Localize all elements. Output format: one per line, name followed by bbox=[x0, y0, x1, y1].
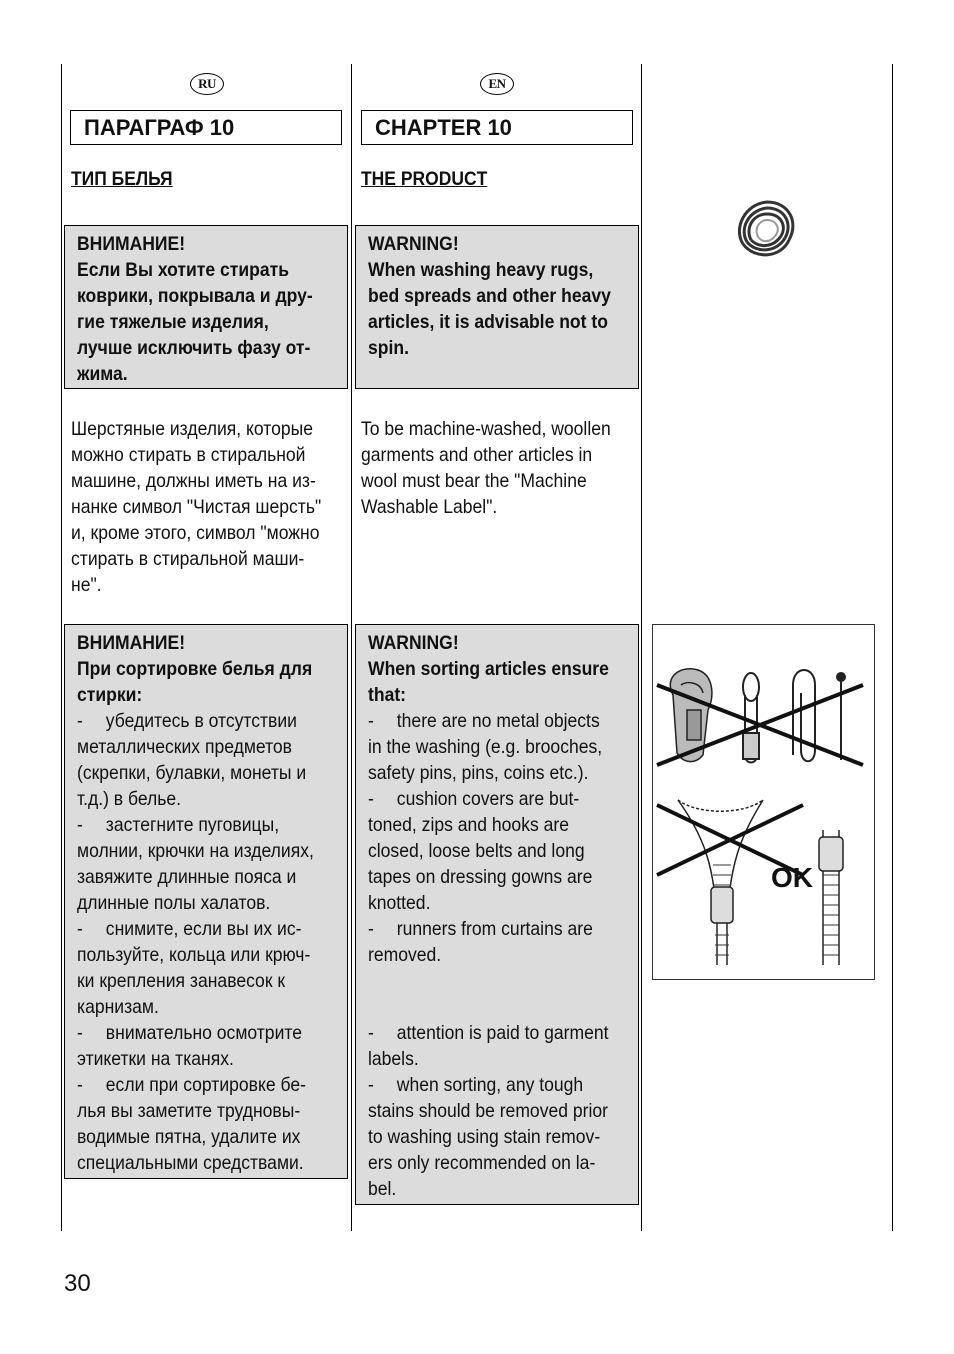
bullet-dash: - bbox=[77, 1022, 83, 1044]
bullet-line: safety pins, pins, coins etc.). bbox=[368, 762, 589, 784]
bullet-dash: - bbox=[368, 918, 374, 940]
bullet-line: when sorting, any tough bbox=[396, 1074, 584, 1096]
wool-paragraph-en bbox=[361, 416, 631, 520]
column-divider bbox=[892, 64, 893, 1231]
wool-paragraph-ru bbox=[71, 416, 341, 598]
warning-line: жима. bbox=[77, 363, 128, 385]
warning-title: WARNING! bbox=[368, 233, 459, 255]
paragraph-line: garments and other articles in bbox=[361, 444, 593, 466]
paragraph-line: Шерстяные изделия, которые bbox=[71, 418, 314, 440]
bullet-line: stains should be removed prior bbox=[368, 1100, 608, 1122]
warning-subtitle: стирки: bbox=[77, 684, 143, 706]
warning-line: Если Вы хотите стирать bbox=[77, 259, 290, 281]
bullet-line: внимательно осмотрите bbox=[105, 1022, 302, 1044]
bullet-line: attention is paid to garment bbox=[396, 1022, 609, 1044]
bullet-line: завяжите длинные пояса и bbox=[77, 866, 297, 888]
bullet-line: водимые пятна, удалите их bbox=[77, 1126, 301, 1148]
warning-box-ru-1 bbox=[64, 225, 348, 389]
wool-mark-icon bbox=[731, 196, 803, 262]
paragraph-line: стирать в стиральной маши- bbox=[71, 548, 305, 570]
ok-label: OK bbox=[771, 862, 813, 893]
warning-line: гие тяжелые изделия, bbox=[77, 311, 269, 333]
warning-line: articles, it is advisable not to bbox=[368, 311, 608, 333]
paragraph-line: не". bbox=[71, 574, 102, 596]
bullet-line: toned, zips and hooks are bbox=[368, 814, 569, 836]
warning-title: ВНИМАНИЕ! bbox=[77, 233, 186, 255]
bullet-dash: - bbox=[368, 1074, 374, 1096]
bullet-dash: - bbox=[77, 1074, 83, 1096]
bullet-line: tapes on dressing gowns are bbox=[368, 866, 593, 888]
lang-badge-en: EN bbox=[480, 73, 514, 95]
bullet-line: убедитесь в отсутствии bbox=[105, 710, 297, 732]
paragraph-line: To be machine-washed, woollen bbox=[361, 418, 611, 440]
bullet-line: этикетки на тканях. bbox=[77, 1048, 234, 1070]
bullet-line: т.д.) в белье. bbox=[77, 788, 182, 810]
warning-title: ВНИМАНИЕ! bbox=[77, 632, 186, 654]
column-divider bbox=[641, 64, 642, 1231]
paragraph-line: и, кроме этого, символ "можно bbox=[71, 522, 320, 544]
warning-line: bed spreads and other heavy bbox=[368, 285, 611, 307]
bullet-line: (скрепки, булавки, монеты и bbox=[77, 762, 307, 784]
bullet-line: застегните пуговицы, bbox=[105, 814, 280, 836]
warning-subtitle: При сортировке белья для bbox=[77, 658, 313, 680]
bullet-line: labels. bbox=[368, 1048, 419, 1070]
bullet-line: молнии, крючки на изделиях, bbox=[77, 840, 314, 862]
page-number: 30 bbox=[64, 1270, 91, 1297]
bullet-line: cushion covers are but- bbox=[396, 788, 580, 810]
chapter-title-ru: ПАРАГРАФ 10 bbox=[70, 110, 342, 145]
bullet-line: ers only recommended on la- bbox=[368, 1152, 596, 1174]
lang-badge-ru: RU bbox=[190, 73, 224, 95]
bullet-dash: - bbox=[77, 918, 83, 940]
bullet-line: removed. bbox=[368, 944, 442, 966]
bullet-line: пользуйте, кольца или крюч- bbox=[77, 944, 311, 966]
bullet-line: runners from curtains are bbox=[396, 918, 593, 940]
bullet-dash: - bbox=[368, 788, 374, 810]
bullet-line: bel. bbox=[368, 1178, 397, 1200]
bullet-line: in the washing (e.g. brooches, bbox=[368, 736, 603, 758]
column-divider bbox=[61, 64, 62, 1231]
paragraph-line: машине, должны иметь на из- bbox=[71, 470, 316, 492]
section-title-en: THE PRODUCT bbox=[361, 169, 488, 190]
warning-title: WARNING! bbox=[368, 632, 459, 654]
paragraph-line: можно стирать в стиральной bbox=[71, 444, 306, 466]
bullet-dash: - bbox=[368, 710, 374, 732]
warning-subtitle: When sorting articles ensure bbox=[368, 658, 609, 680]
bullet-line: специальными средствами. bbox=[77, 1152, 304, 1174]
bullet-line: лья вы заметите трудновы- bbox=[77, 1100, 301, 1122]
warning-line: When washing heavy rugs, bbox=[368, 259, 594, 281]
warning-box-en-1 bbox=[355, 225, 639, 389]
section-title-ru: ТИП БЕЛЬЯ bbox=[71, 169, 173, 190]
paragraph-line: wool must bear the "Machine bbox=[361, 470, 587, 492]
bullet-line: knotted. bbox=[368, 892, 431, 914]
sorting-illustration bbox=[652, 624, 875, 980]
bullet-line: снимите, если вы их ис- bbox=[105, 918, 302, 940]
bullet-dash: - bbox=[368, 1022, 374, 1044]
paragraph-line: Washable Label". bbox=[361, 496, 498, 518]
warning-subtitle: that: bbox=[368, 684, 407, 706]
bullet-line: карнизам. bbox=[77, 996, 159, 1018]
bullet-line: there are no metal objects bbox=[396, 710, 600, 732]
bullet-dash: - bbox=[77, 710, 83, 732]
warning-box-en-2 bbox=[355, 624, 639, 1205]
metal-objects-zipper-icon bbox=[653, 625, 874, 979]
bullet-line: ки крепления занавесок к bbox=[77, 970, 286, 992]
bullet-line: металлических предметов bbox=[77, 736, 292, 758]
bullet-line: to washing using stain remov- bbox=[368, 1126, 601, 1148]
warning-line: коврики, покрывала и дру- bbox=[77, 285, 313, 307]
bullet-line: closed, loose belts and long bbox=[368, 840, 585, 862]
paragraph-line: нанке символ "Чистая шерсть" bbox=[71, 496, 322, 518]
column-divider bbox=[351, 64, 352, 1231]
warning-line: лучше исключить фазу от- bbox=[77, 337, 311, 359]
warning-box-ru-2 bbox=[64, 624, 348, 1179]
warning-line: spin. bbox=[368, 337, 409, 359]
bullet-line: длинные полы халатов. bbox=[77, 892, 271, 914]
bullet-line: если при сортировке бе- bbox=[105, 1074, 306, 1096]
chapter-title-en: CHAPTER 10 bbox=[361, 110, 633, 145]
bullet-dash: - bbox=[77, 814, 83, 836]
